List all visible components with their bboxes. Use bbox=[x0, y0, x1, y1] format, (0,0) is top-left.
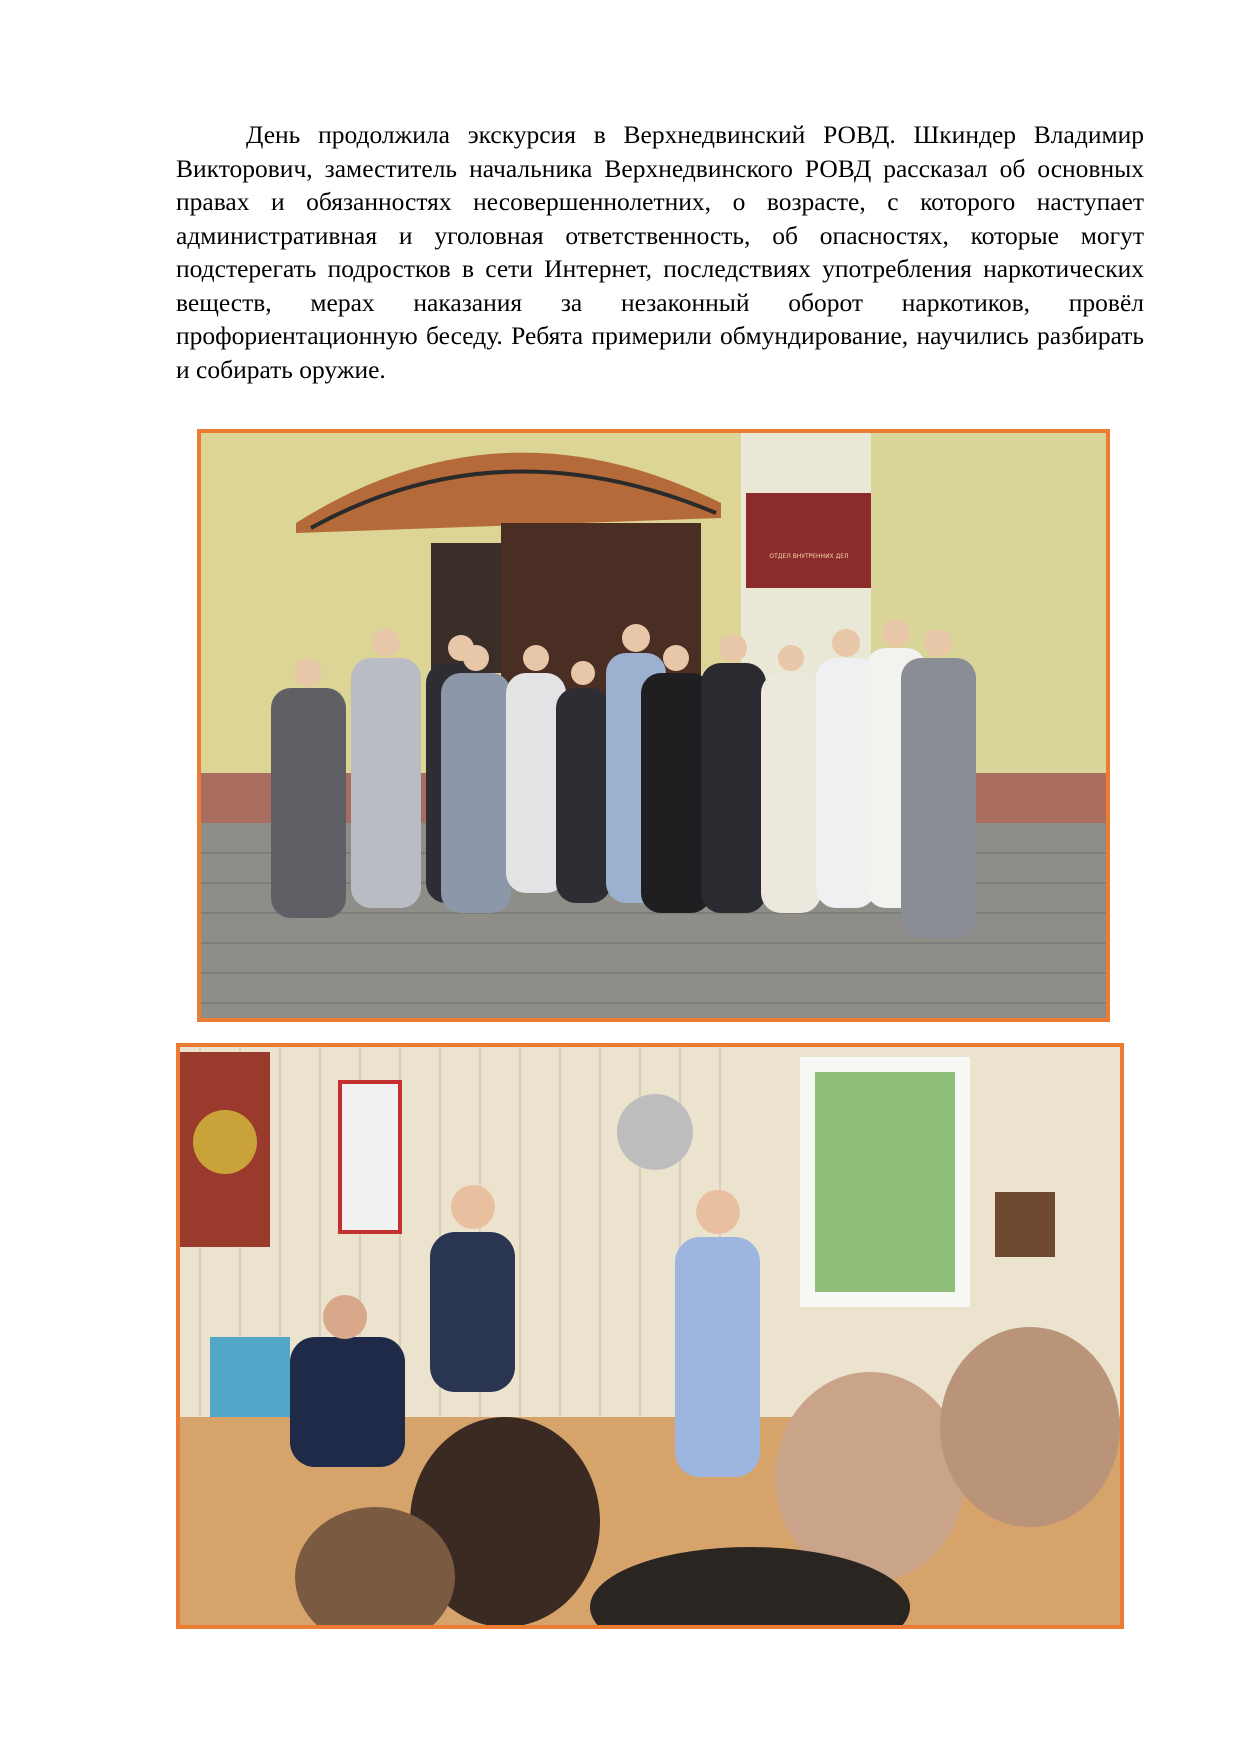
office-photo bbox=[176, 1043, 1124, 1629]
poster bbox=[340, 1082, 400, 1232]
plaque bbox=[746, 493, 871, 588]
office-photo-image bbox=[180, 1047, 1120, 1625]
group-photo bbox=[197, 429, 1110, 1022]
svg-text:ОТДЕЛ ВНУТРЕННИХ ДЕЛ: ОТДЕЛ ВНУТРЕННИХ ДЕЛ bbox=[769, 553, 849, 560]
group-photo-image bbox=[201, 433, 1106, 1018]
main-paragraph: День продолжила экскурсия в Верхнедвинский РОВД. Шкиндер Владимир Викторович, заместитель начальника Верхнедвинского РОВД рассказал об основных правах и обязанностях несовершеннолетних, о возрасте, с которого наступает административная и уголовная ответственность, об опасностях, которые могут подстерегать подростков в сети Интернет, последствиях употребления наркотических веществ, мерах наказания за незаконный оборот наркотиков, провёл профориентационную беседу. Ребята примерили обмундирование, научились разбирать и собирать оружие. bbox=[176, 120, 1144, 384]
